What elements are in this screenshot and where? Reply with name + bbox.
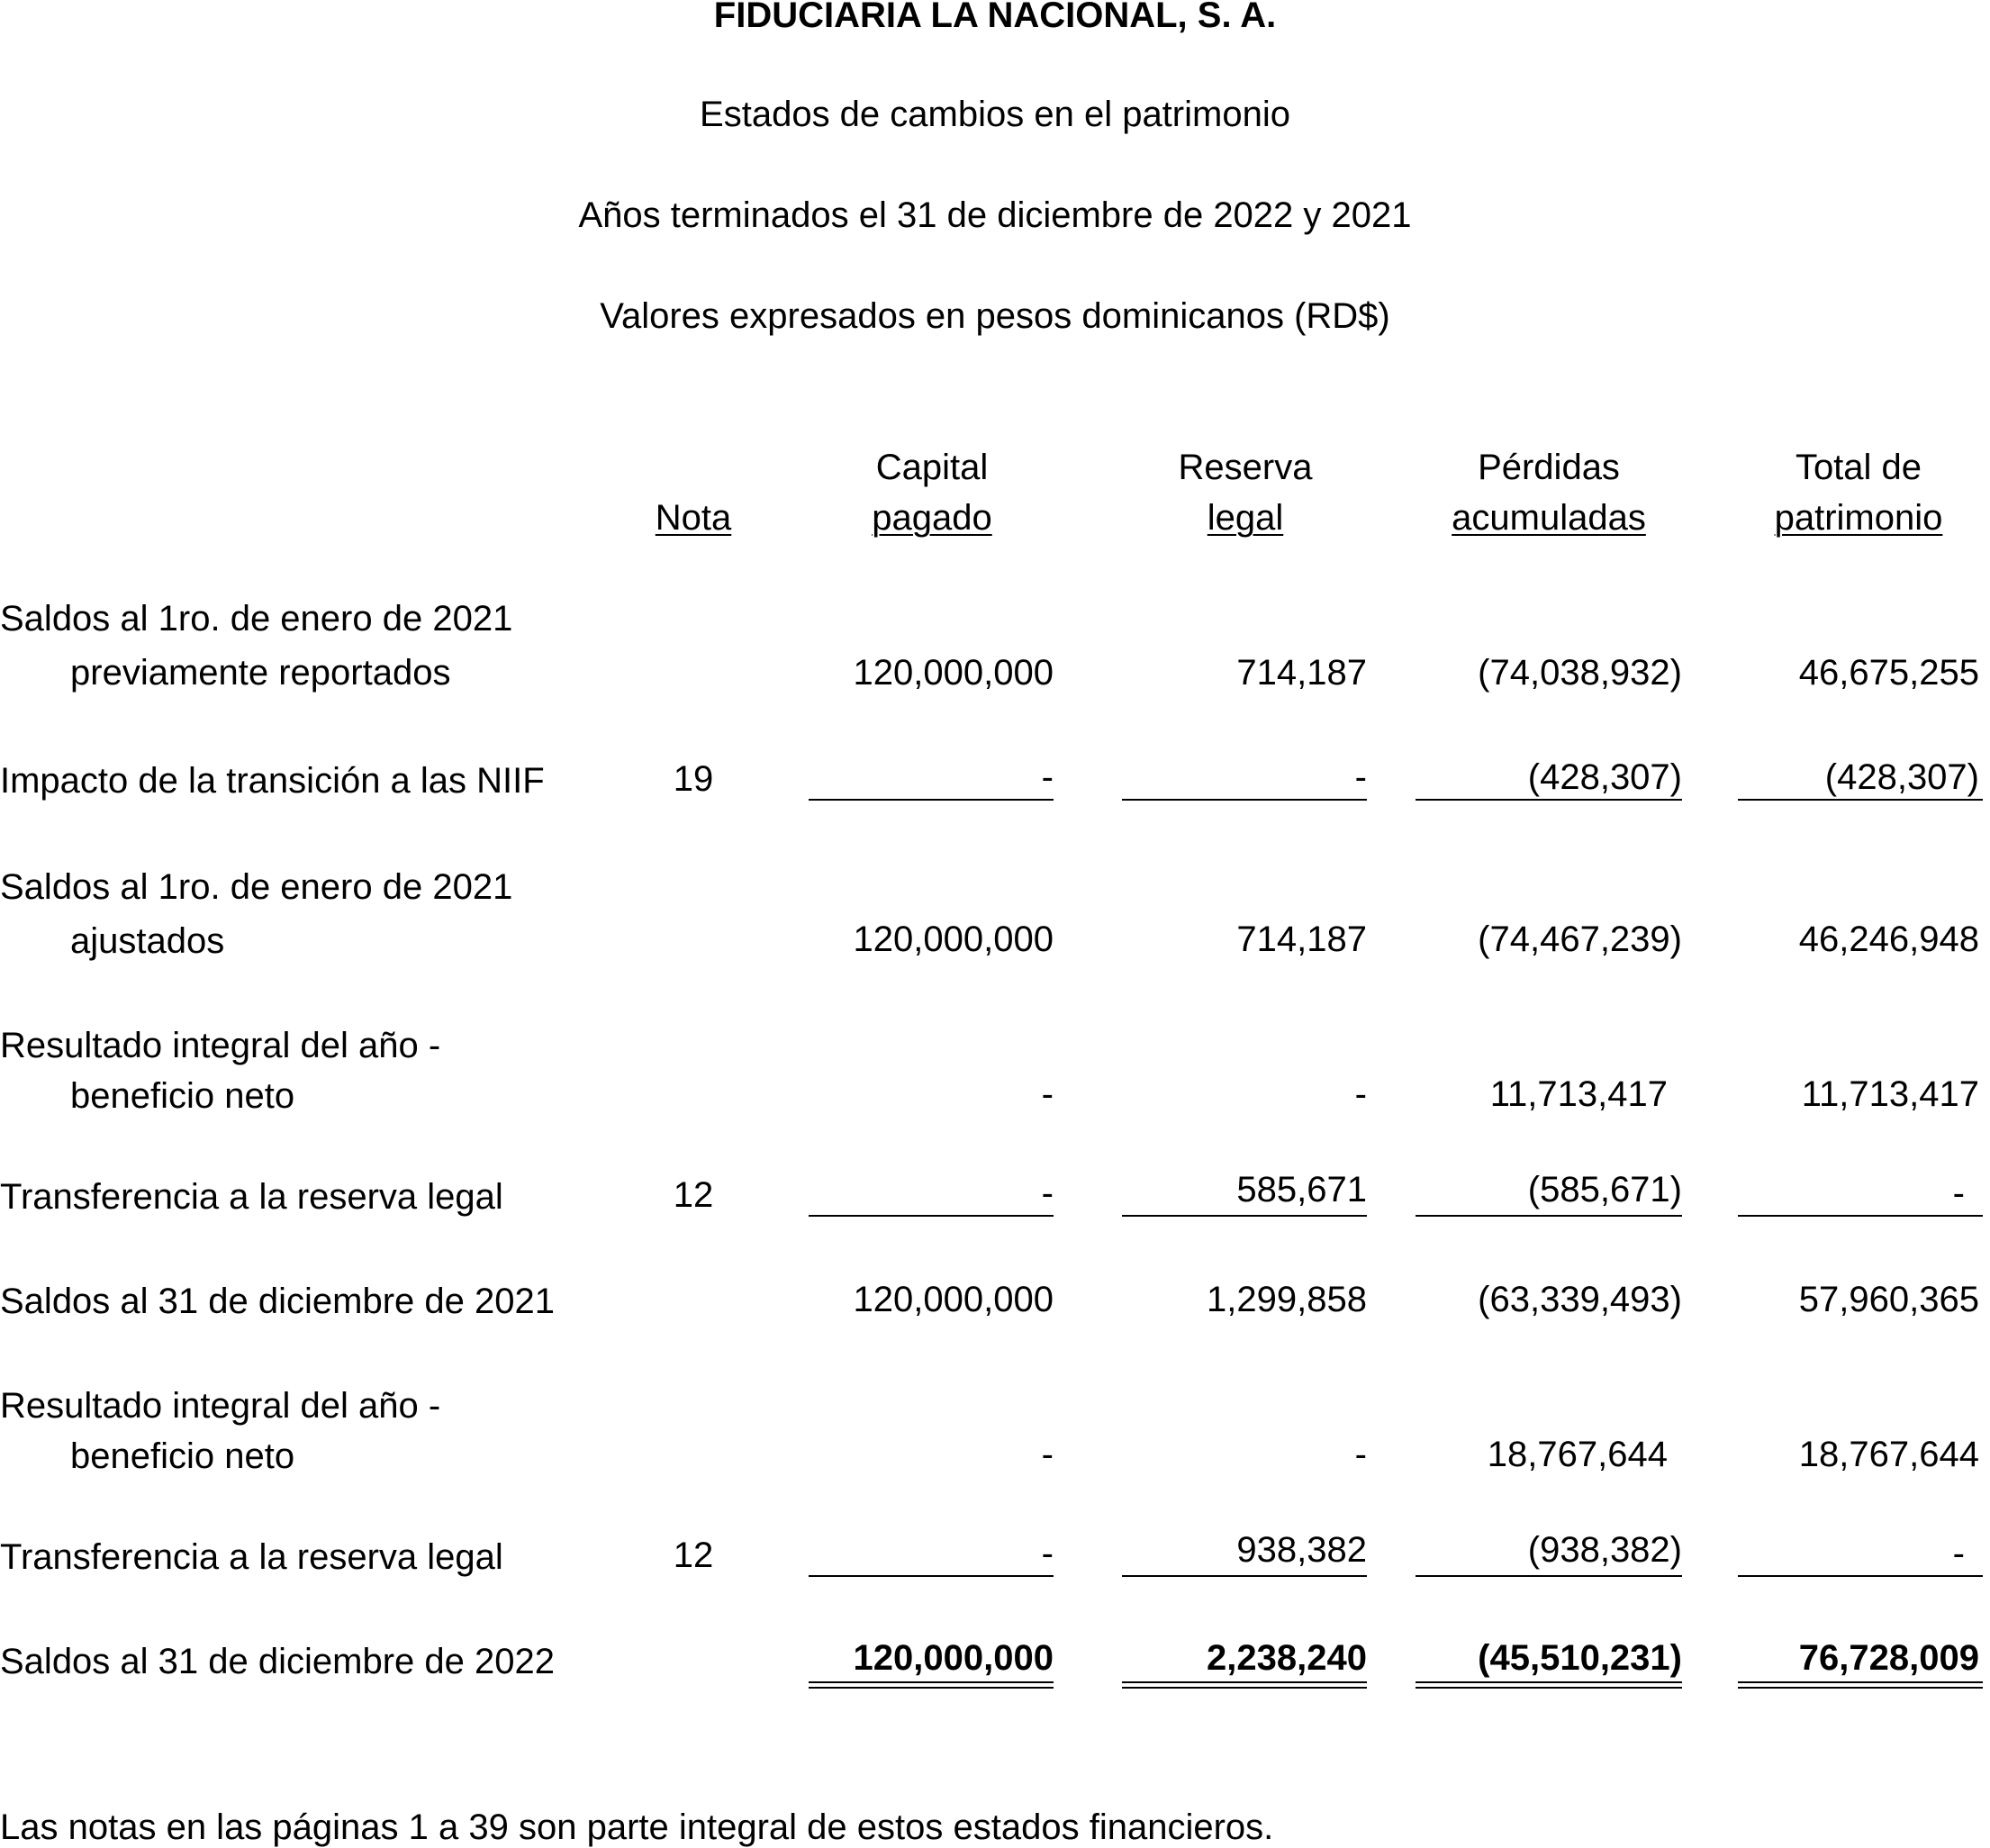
column-header-perdidas-line1: Pérdidas: [1478, 448, 1620, 487]
total-double-rule: [1416, 1681, 1682, 1689]
cell-reserva: 714,187: [1236, 919, 1367, 959]
subtotal-rule: [1738, 1575, 1983, 1577]
cell-nota: 12: [673, 1535, 714, 1575]
statement-period: Años terminados el 31 de diciembre de 2022 y 2021: [578, 195, 1412, 235]
cell-perdidas: (428,307): [1527, 757, 1682, 797]
cell-perdidas: 11,713,417: [1489, 1074, 1668, 1114]
cell-perdidas: (63,339,493): [1478, 1280, 1682, 1319]
cell-total: 76,728,009: [1798, 1638, 1979, 1678]
total-double-rule: [1122, 1681, 1367, 1689]
cell-total: 18,767,644: [1798, 1435, 1979, 1474]
subtotal-rule: [809, 1215, 1054, 1217]
row-label-continued: beneficio neto: [70, 1436, 295, 1476]
row-label: Saldos al 1ro. de enero de 2021: [0, 599, 513, 639]
column-header-reserva-line2: legal: [1207, 498, 1284, 538]
row-label: Impacto de la transición a las NIIF: [0, 761, 545, 801]
column-header-total-line2: patrimonio: [1774, 498, 1943, 538]
column-header-total-line1: Total de: [1795, 448, 1922, 487]
cell-nota: 19: [673, 759, 714, 799]
row-label: Saldos al 1ro. de enero de 2021: [0, 867, 513, 907]
cell-total: 46,246,948: [1798, 919, 1979, 959]
footer-note: Las notas en las páginas 1 a 39 son parte integral de estos estados financieros.: [0, 1807, 1274, 1847]
cell-capital: -: [1041, 1074, 1054, 1114]
cell-total: -: [1952, 1173, 1965, 1213]
cell-total: 46,675,255: [1798, 653, 1979, 693]
subtotal-rule: [1122, 799, 1367, 801]
subtotal-rule: [1122, 1575, 1367, 1577]
row-label-continued: ajustados: [70, 921, 225, 961]
cell-reserva: -: [1354, 1435, 1367, 1474]
row-label: Resultado integral del año -: [0, 1026, 441, 1065]
subtotal-rule: [809, 799, 1054, 801]
cell-capital: -: [1041, 1173, 1054, 1213]
row-label-continued: beneficio neto: [70, 1076, 295, 1116]
row-label-continued: previamente reportados: [70, 653, 451, 693]
subtotal-rule: [1416, 1575, 1682, 1577]
subtotal-rule: [1122, 1215, 1367, 1217]
cell-reserva: 585,671: [1236, 1170, 1367, 1209]
cell-capital: 120,000,000: [853, 919, 1054, 959]
row-label: Transferencia a la reserva legal: [0, 1537, 503, 1577]
cell-reserva: 714,187: [1236, 653, 1367, 693]
cell-reserva: 1,299,858: [1207, 1280, 1367, 1319]
row-label: Saldos al 31 de diciembre de 2021: [0, 1282, 555, 1321]
cell-total: 11,713,417: [1801, 1074, 1979, 1114]
cell-perdidas: (938,382): [1527, 1530, 1682, 1570]
cell-capital: -: [1041, 1534, 1054, 1573]
cell-capital: -: [1041, 757, 1054, 797]
row-label: Transferencia a la reserva legal: [0, 1177, 503, 1217]
currency-note: Valores expresados en pesos dominicanos (RD$): [600, 296, 1390, 336]
cell-reserva: 938,382: [1236, 1530, 1367, 1570]
company-name: FIDUCIARIA LA NACIONAL, S. A.: [713, 0, 1277, 35]
cell-reserva: -: [1354, 1074, 1367, 1114]
cell-perdidas: (74,038,932): [1478, 653, 1682, 693]
cell-perdidas: 18,767,644: [1487, 1435, 1668, 1474]
subtotal-rule: [1738, 1215, 1983, 1217]
cell-capital: 120,000,000: [853, 653, 1054, 693]
cell-capital: -: [1041, 1435, 1054, 1474]
subtotal-rule: [1416, 799, 1682, 801]
cell-perdidas: (585,671): [1527, 1170, 1682, 1209]
cell-reserva: 2,238,240: [1207, 1638, 1367, 1678]
subtotal-rule: [1738, 799, 1983, 801]
subtotal-rule: [1416, 1215, 1682, 1217]
column-header-capital-line1: Capital: [875, 448, 989, 487]
total-double-rule: [1738, 1681, 1983, 1689]
statement-title: Estados de cambios en el patrimonio: [700, 95, 1290, 134]
cell-perdidas: (45,510,231): [1478, 1638, 1682, 1678]
subtotal-rule: [809, 1575, 1054, 1577]
cell-capital: 120,000,000: [853, 1638, 1054, 1678]
column-header-capital-line2: pagado: [872, 498, 992, 538]
cell-nota: 12: [673, 1175, 714, 1215]
cell-total: 57,960,365: [1798, 1280, 1979, 1319]
cell-capital: 120,000,000: [853, 1280, 1054, 1319]
row-label: Saldos al 31 de diciembre de 2022: [0, 1642, 555, 1681]
row-label: Resultado integral del año -: [0, 1386, 441, 1426]
cell-reserva: -: [1354, 757, 1367, 797]
column-header-perdidas-line2: acumuladas: [1452, 498, 1646, 538]
column-header-reserva-line1: Reserva: [1178, 448, 1313, 487]
cell-total: -: [1952, 1534, 1965, 1573]
cell-perdidas: (74,467,239): [1478, 919, 1682, 959]
total-double-rule: [809, 1681, 1054, 1689]
cell-total: (428,307): [1824, 757, 1979, 797]
column-header-nota: Nota: [655, 498, 732, 538]
